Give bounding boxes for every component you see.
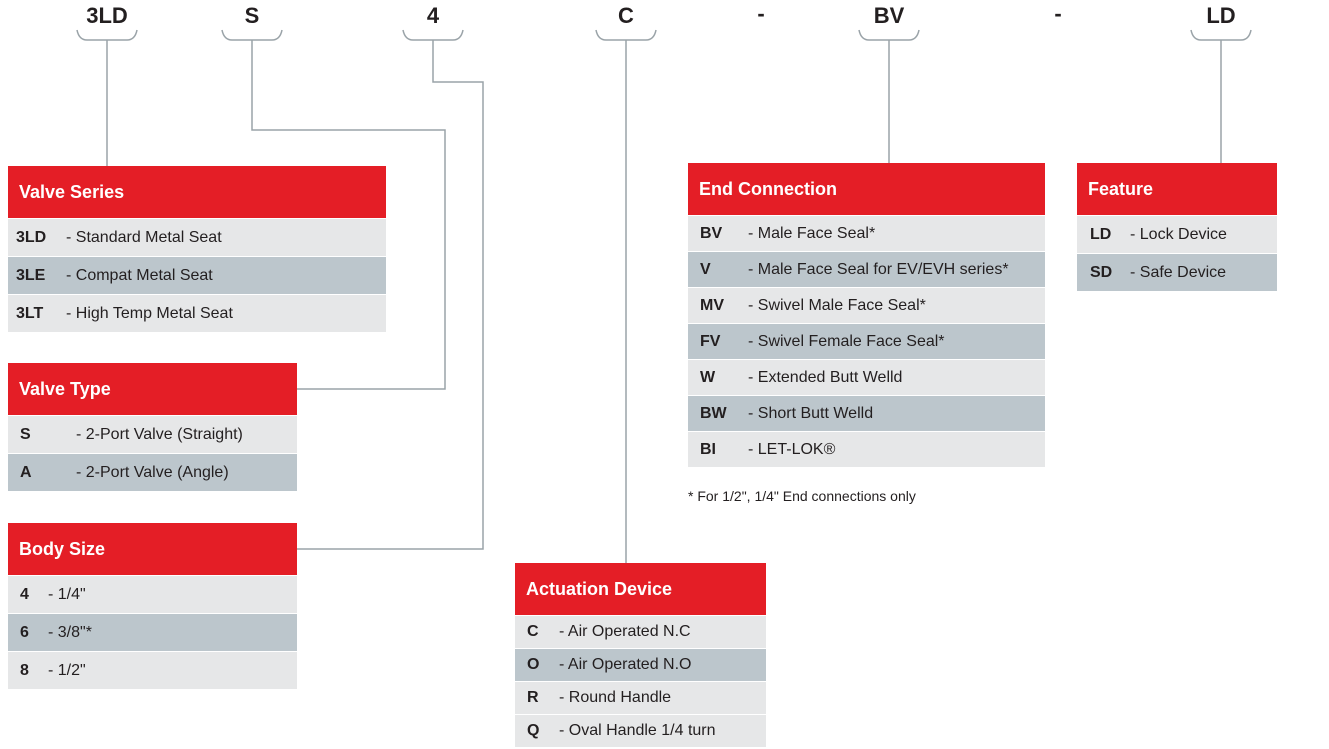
option-code: BI xyxy=(700,440,716,458)
option-code: MV xyxy=(700,296,724,314)
option-code: 4 xyxy=(20,585,29,603)
option-description: - Safe Device xyxy=(1130,263,1227,281)
option-row xyxy=(1077,254,1277,291)
option-description: - Male Face Seal for EV/EVH series* xyxy=(748,260,1009,278)
option-description: - High Temp Metal Seat xyxy=(66,304,233,322)
code-bracket-ld xyxy=(1191,30,1251,40)
option-description: - 1/2" xyxy=(48,661,86,679)
code-separator: - xyxy=(1054,1,1062,26)
option-description: - Standard Metal Seat xyxy=(66,228,222,246)
option-description: - Oval Handle 1/4 turn xyxy=(559,722,716,739)
code-bracket-s xyxy=(222,30,282,40)
actuation-device-panel xyxy=(515,563,766,747)
option-code: 8 xyxy=(20,661,29,679)
option-row xyxy=(515,715,766,747)
option-description: - Round Handle xyxy=(559,689,672,706)
code-end-connection: BV xyxy=(873,3,905,28)
panel-title: Valve Series xyxy=(8,166,386,218)
end-connection-panel xyxy=(688,163,1045,467)
code-bracket-4 xyxy=(403,30,463,40)
option-code: 3LD xyxy=(16,228,47,246)
option-row xyxy=(515,616,766,648)
option-code: C xyxy=(527,623,539,640)
code-bracket-c xyxy=(596,30,656,40)
option-row xyxy=(8,257,386,294)
panel-title: Body Size xyxy=(8,523,297,575)
valve-series-panel xyxy=(8,166,386,332)
option-row xyxy=(688,288,1045,323)
option-description: - Air Operated N.C xyxy=(559,623,691,640)
option-description: - Compat Metal Seat xyxy=(66,266,213,284)
option-description: - Lock Device xyxy=(1130,225,1227,243)
option-row xyxy=(8,219,386,256)
code-valve-series: 3LD xyxy=(86,3,128,28)
option-row xyxy=(688,360,1045,395)
option-row xyxy=(8,614,297,651)
code-bracket-bv xyxy=(859,30,919,40)
option-description: - Male Face Seal* xyxy=(748,224,876,242)
option-code: S xyxy=(20,425,31,443)
option-description: - Swivel Female Face Seal* xyxy=(748,332,945,350)
option-description: - 1/4" xyxy=(48,585,86,603)
option-code: FV xyxy=(700,332,721,350)
option-row xyxy=(688,432,1045,467)
option-code: 6 xyxy=(20,623,29,641)
option-code: Q xyxy=(527,722,540,739)
option-row xyxy=(688,324,1045,359)
option-row xyxy=(1077,216,1277,253)
option-code: BW xyxy=(700,404,727,422)
option-row xyxy=(8,416,297,453)
option-row xyxy=(688,216,1045,251)
option-description: - LET-LOK® xyxy=(748,440,836,458)
option-description: - 2-Port Valve (Straight) xyxy=(76,425,243,443)
end-connection-footnote: * For 1/2", 1/4" End connections only xyxy=(688,488,916,504)
code-body-size: 4 xyxy=(426,3,440,28)
option-description: - 2-Port Valve (Angle) xyxy=(76,463,229,481)
panel-title: Feature xyxy=(1077,163,1277,215)
option-row xyxy=(8,652,297,689)
option-code: O xyxy=(527,656,540,673)
valve-type-panel xyxy=(8,363,297,491)
code-feature: LD xyxy=(1206,3,1236,28)
code-actuation-device: C xyxy=(618,3,634,28)
option-code: 3LT xyxy=(16,304,44,322)
body-size-panel xyxy=(8,523,297,689)
code-valve-type: S xyxy=(244,3,260,28)
option-row xyxy=(8,295,386,332)
option-code: SD xyxy=(1090,263,1113,281)
option-row xyxy=(688,396,1045,431)
option-row xyxy=(8,454,297,491)
option-row xyxy=(515,682,766,714)
code-separator: - xyxy=(757,1,765,26)
option-code: R xyxy=(527,689,539,706)
code-bracket-3ld xyxy=(77,30,137,40)
panel-title: End Connection xyxy=(688,163,1045,215)
option-description: - Short Butt Welld xyxy=(748,404,874,422)
option-description: - Air Operated N.O xyxy=(559,656,692,673)
option-code: LD xyxy=(1090,225,1112,243)
panel-title: Actuation Device xyxy=(515,563,766,615)
option-code: W xyxy=(700,368,716,386)
option-row xyxy=(688,252,1045,287)
option-code: BV xyxy=(700,224,723,242)
panel-title: Valve Type xyxy=(8,363,297,415)
option-description: - Extended Butt Welld xyxy=(748,368,903,386)
option-description: - Swivel Male Face Seal* xyxy=(748,296,926,314)
option-row xyxy=(515,649,766,681)
option-description: - 3/8"* xyxy=(48,623,92,641)
option-code: A xyxy=(20,463,32,481)
option-row xyxy=(8,576,297,613)
option-code: 3LE xyxy=(16,266,46,284)
option-code: V xyxy=(700,260,711,278)
feature-panel xyxy=(1077,163,1277,291)
